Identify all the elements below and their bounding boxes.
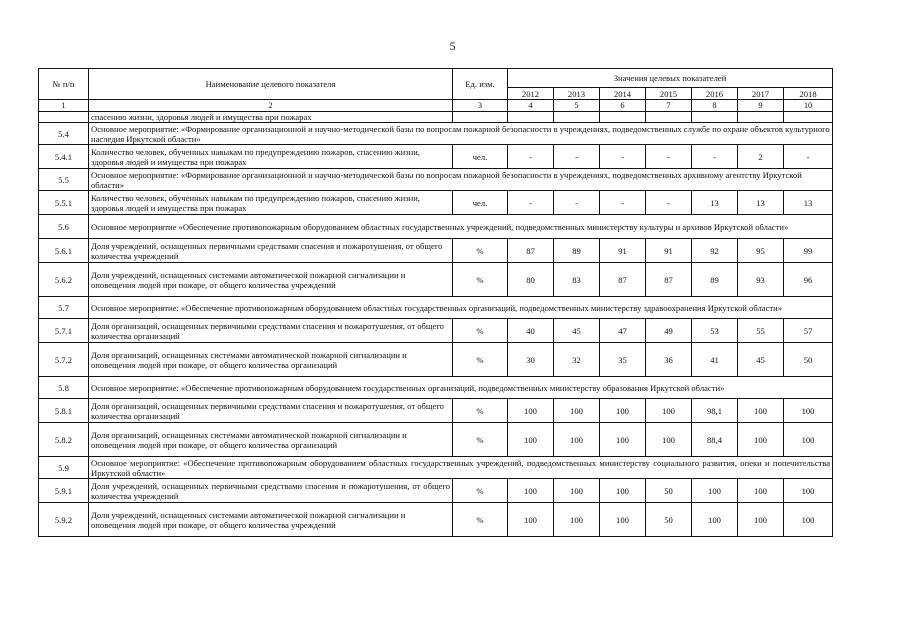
indicator-row <box>39 423 833 457</box>
indicator-value: 88,4 <box>692 423 738 457</box>
table-body <box>39 112 833 537</box>
event-row <box>39 297 833 319</box>
index-year: 9 <box>738 100 784 112</box>
indicator-name: Доля организаций, оснащенных системами автоматической пожарной сигнализации и оповещения людей при пожаре, от общего количества организаций <box>89 423 453 457</box>
event-row <box>39 377 833 399</box>
indicator-row <box>39 145 833 169</box>
indicator-row <box>39 319 833 343</box>
row-number: 5.6.1 <box>39 239 89 263</box>
index-year: 5 <box>554 100 600 112</box>
indicator-value: 35 <box>600 343 646 377</box>
indicator-unit: % <box>453 423 508 457</box>
row-number: 5.4.1 <box>39 145 89 169</box>
continuation-num-cell <box>39 112 89 123</box>
row-number: 5.8 <box>39 377 89 399</box>
indicator-unit: чел. <box>453 191 508 215</box>
indicator-value: 13 <box>738 191 784 215</box>
row-number: 5.8.2 <box>39 423 89 457</box>
event-row <box>39 457 833 479</box>
indicator-value: 87 <box>600 263 646 297</box>
indicator-value: 87 <box>646 263 692 297</box>
indicator-value: 100 <box>508 479 554 503</box>
row-number: 5.4 <box>39 123 89 145</box>
row-number: 5.8.1 <box>39 399 89 423</box>
indicator-value: 100 <box>738 503 784 537</box>
header-values: Значения целевых показателей <box>508 69 833 88</box>
continuation-row <box>39 112 833 123</box>
indicator-row <box>39 399 833 423</box>
index-year: 4 <box>508 100 554 112</box>
event-text: Основное мероприятие: «Обеспечение противопожарным оборудованием областных государственных организаций, подведомственных министерству здравоохранения Иркутской области» <box>89 297 833 319</box>
indicator-value: 91 <box>600 239 646 263</box>
indicator-name: Количество человек, обученных навыкам по предупреждению пожаров, спасению жизни, здоровья людей и имущества при пожарах <box>89 191 453 215</box>
indicator-value: 32 <box>554 343 600 377</box>
indicator-row <box>39 343 833 377</box>
indicator-value: 36 <box>646 343 692 377</box>
indicator-value: 100 <box>784 503 833 537</box>
indicator-value: 89 <box>554 239 600 263</box>
indicator-value: 41 <box>692 343 738 377</box>
row-number: 5.7.2 <box>39 343 89 377</box>
indicators-table <box>38 68 833 537</box>
indicator-value: 83 <box>554 263 600 297</box>
indicator-row <box>39 263 833 297</box>
indicator-value: - <box>600 145 646 169</box>
indicator-value: 100 <box>738 479 784 503</box>
continuation-unit-cell <box>453 112 508 123</box>
event-row <box>39 169 833 191</box>
indicator-value: 100 <box>646 399 692 423</box>
header-name: Наименование целевого показателя <box>89 69 453 100</box>
indicator-value: 100 <box>600 399 646 423</box>
header-year: 2012 <box>508 88 554 100</box>
event-row <box>39 123 833 145</box>
indicator-value: 100 <box>600 479 646 503</box>
indicator-value: 45 <box>554 319 600 343</box>
row-number: 5.9 <box>39 457 89 479</box>
header-year: 2014 <box>600 88 646 100</box>
header-year: 2017 <box>738 88 784 100</box>
indicator-value: 49 <box>646 319 692 343</box>
indicator-value: 80 <box>508 263 554 297</box>
indicator-value: 57 <box>784 319 833 343</box>
event-text: Основное мероприятие «Обеспечение противопожарным оборудованием областных государственных учреждений, подведомственных министерству культуры и архивов Иркутской области» <box>89 215 833 239</box>
indicator-value: 13 <box>784 191 833 215</box>
indicator-row <box>39 503 833 537</box>
row-number: 5.9.2 <box>39 503 89 537</box>
indicator-name: Доля организаций, оснащенных первичными средствами спасения и пожаротушения, от общего количества организаций <box>89 399 453 423</box>
indicator-value: 2 <box>738 145 784 169</box>
indicator-name: Количество человек, обученных навыкам по предупреждению пожаров, спасению жизни, здоровья людей и имущества при пожарах <box>89 145 453 169</box>
indicator-value: - <box>646 191 692 215</box>
indicator-value: 89 <box>692 263 738 297</box>
indicator-value: 47 <box>600 319 646 343</box>
indicator-value: 92 <box>692 239 738 263</box>
indicator-value: - <box>600 191 646 215</box>
indicator-value: 100 <box>600 503 646 537</box>
indicator-value: 91 <box>646 239 692 263</box>
row-number: 5.5 <box>39 169 89 191</box>
indicator-value: 100 <box>508 399 554 423</box>
row-number: 5.6 <box>39 215 89 239</box>
indicator-value: 50 <box>646 503 692 537</box>
indicator-value: 100 <box>646 423 692 457</box>
indicator-value: 40 <box>508 319 554 343</box>
indicator-row <box>39 479 833 503</box>
indicator-value: 50 <box>784 343 833 377</box>
indicator-name: Доля учреждений, оснащенных первичными средствами спасения и пожаротушения, от общего количества учреждений <box>89 479 453 503</box>
indicator-value: 100 <box>554 479 600 503</box>
indicator-value: 100 <box>600 423 646 457</box>
indicator-value: 99 <box>784 239 833 263</box>
indicator-value: 30 <box>508 343 554 377</box>
index-year: 6 <box>600 100 646 112</box>
indicator-value: 100 <box>554 503 600 537</box>
indicator-name: Доля организаций, оснащенных первичными средствами спасения и пожаротушения, от общего количества организаций <box>89 319 453 343</box>
indicator-unit: % <box>453 239 508 263</box>
event-text: Основное мероприятие: «Формирование организационной и научно-методической базы по вопросам пожарной безопасности в учреждениях, подведомственных службе по охране объектов культурного наследия Иркутской области» <box>89 123 833 145</box>
indicator-value: 96 <box>784 263 833 297</box>
indicator-value: 100 <box>692 479 738 503</box>
indicator-name: Доля организаций, оснащенных системами автоматической пожарной сигнализации и оповещения людей при пожаре, от общего количества организаций <box>89 343 453 377</box>
indicator-value: 100 <box>784 479 833 503</box>
indicator-value: - <box>646 145 692 169</box>
row-number: 5.6.2 <box>39 263 89 297</box>
indicator-value: 100 <box>508 423 554 457</box>
event-text: Основное мероприятие: «Обеспечение противопожарным оборудованием государственных организаций, подведомственных министерству образования Иркутской области» <box>89 377 833 399</box>
indicator-value: - <box>692 145 738 169</box>
row-number: 5.7.1 <box>39 319 89 343</box>
indicator-unit: % <box>453 263 508 297</box>
indicator-value: - <box>508 191 554 215</box>
indicator-value: 13 <box>692 191 738 215</box>
indicator-name: Доля учреждений, оснащенных системами автоматической пожарной сигнализации и оповещения людей при пожаре, от общего количества учреждений <box>89 503 453 537</box>
indicator-value: 100 <box>784 423 833 457</box>
indicator-value: 87 <box>508 239 554 263</box>
header-year: 2013 <box>554 88 600 100</box>
continuation-text: спасению жизни, здоровья людей и имущества при пожарах <box>89 112 453 123</box>
indicator-value: 98,1 <box>692 399 738 423</box>
indicator-row <box>39 191 833 215</box>
indicator-value: 100 <box>784 399 833 423</box>
indicator-value: 50 <box>646 479 692 503</box>
header-year: 2016 <box>692 88 738 100</box>
index-year: 10 <box>784 100 833 112</box>
indicator-value: 95 <box>738 239 784 263</box>
header-unit: Ед. изм. <box>453 69 508 100</box>
page-number: 5 <box>449 39 456 53</box>
indicator-value: 55 <box>738 319 784 343</box>
indicator-value: 100 <box>738 423 784 457</box>
indicator-unit: % <box>453 319 508 343</box>
row-number: 5.7 <box>39 297 89 319</box>
indicator-row <box>39 239 833 263</box>
header-num: № п/п <box>39 69 89 100</box>
indicator-unit: % <box>453 479 508 503</box>
indicator-value: 100 <box>554 399 600 423</box>
index-unit: 3 <box>453 100 508 112</box>
indicator-value: - <box>508 145 554 169</box>
indicator-name: Доля учреждений, оснащенных первичными средствами спасения и пожаротушения, от общего количества учреждений <box>89 239 453 263</box>
indicator-value: - <box>554 145 600 169</box>
index-year: 8 <box>692 100 738 112</box>
indicator-value: - <box>554 191 600 215</box>
event-text: Основное мероприятие: «Обеспечение противопожарным оборудованием областных государственных учреждений, подведомственных министерству социального развития, опеки и попечительства Иркутской области» <box>89 457 833 479</box>
header-year: 2018 <box>784 88 833 100</box>
indicator-unit: % <box>453 503 508 537</box>
indicator-value: 100 <box>554 423 600 457</box>
indicator-name: Доля учреждений, оснащенных системами автоматической пожарной сигнализации и оповещения людей при пожаре, от общего количества учреждений <box>89 263 453 297</box>
event-text: Основное мероприятие: «Формирование организационной и научно-методической базы по вопросам пожарной безопасности в учреждениях, подведомственных архивному агентству Иркутской области» <box>89 169 833 191</box>
header-year: 2015 <box>646 88 692 100</box>
indicator-value: 45 <box>738 343 784 377</box>
index-name: 2 <box>89 100 453 112</box>
indicator-value: 53 <box>692 319 738 343</box>
indicator-value: 100 <box>508 503 554 537</box>
indicator-unit: чел. <box>453 145 508 169</box>
index-year: 7 <box>646 100 692 112</box>
indicator-unit: % <box>453 343 508 377</box>
indicator-value: 93 <box>738 263 784 297</box>
row-number: 5.5.1 <box>39 191 89 215</box>
event-row <box>39 215 833 239</box>
indicator-unit: % <box>453 399 508 423</box>
indicator-value: - <box>784 145 833 169</box>
index-num: 1 <box>39 100 89 112</box>
row-number: 5.9.1 <box>39 479 89 503</box>
indicator-value: 100 <box>738 399 784 423</box>
indicator-value: 100 <box>692 503 738 537</box>
